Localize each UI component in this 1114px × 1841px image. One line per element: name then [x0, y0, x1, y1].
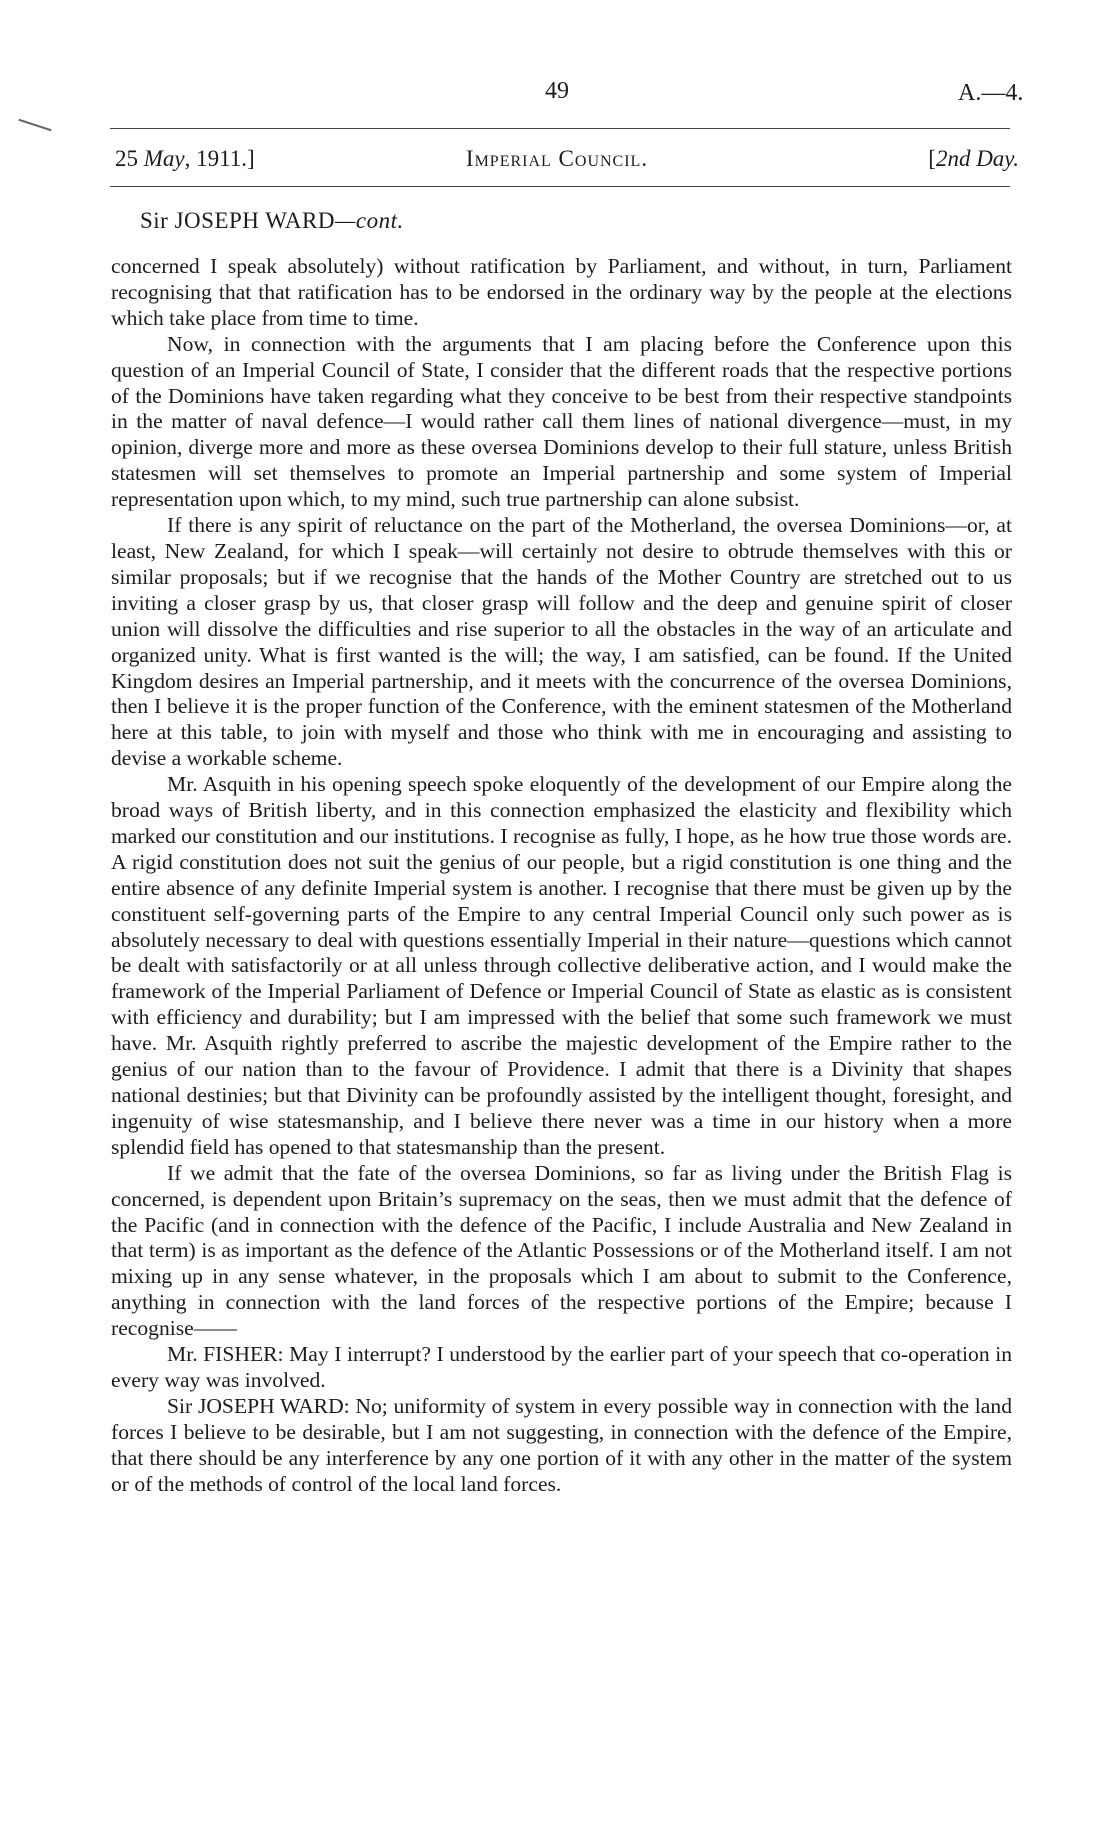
paragraph: Now, in connection with the arguments that I am placing before the Conference upon this question of an Imperial Council of State, I consider that the different roads that the respective portions of the Dominions have taken regarding what they conceive to be best from their respective standpoints in the matter of naval defence—I would rather call them lines of national divergence—must, in my opinion, diverge more and more as these oversea Dominions develop to their full stature, unless British statesmen will set themselves to promote an Imperial partnership and some system of Imperial representation upon which, to my mind, such true partnership can alone subsist. [111, 331, 1012, 512]
page-number: 49 [545, 78, 569, 104]
header-day-bracket: [ [928, 146, 936, 171]
header-rule-top [110, 128, 1010, 129]
header-day [928, 146, 1019, 172]
header-date-suffix: , 1911.] [184, 146, 255, 171]
paragraph: concerned I speak absolutely) without ratification by Parliament, and without, in turn, Parliament recognising that that ratification has to be endorsed in the ordinary way by the people at the elections which take place from time to time. [111, 254, 1012, 330]
header-date-month: May [143, 146, 185, 171]
paragraph: Sir JOSEPH WARD: No; uniformity of system in every possible way in connection with the land forces I believe to be desirable, but I am not suggesting, in connection with the defence of the Empire, that there should be any interference by any one portion of it with any other in the matter of the system or of the methods of control of the local land forces. [111, 1393, 1012, 1496]
paragraph: Mr. FISHER: May I interrupt? I understood by the earlier part of your speech that co-operation in every way was involved. [111, 1342, 1012, 1392]
paragraph: Mr. Asquith in his opening speech spoke eloquently of the development of our Empire along the broad ways of British liberty, and in this connection emphasized the elasticity and flexibility which marked our constitution and our institutions. I recognise as fully, I hope, as he how true those words are. A rigid constitution does not suit the genius of our people, but a rigid constitution is one thing and the entire absence of any definite Imperial system is another. I recognise that there must be given up by the constituent self-governing parts of the Empire to any central Imperial Council only such power as is absolutely necessary to deal with questions essentially Imperial in their nature—questions which cannot be dealt with satisfactorily or at all unless through collective deliberative action, and I would make the framework of the Imperial Parliament of Defence or Imperial Council of State as elastic as is consistent with efficiency and durability; but I am impressed with the belief that some such framework we must have. Mr. Asquith rightly preferred to ascribe the majestic development of the Empire rather to the genius of our nation than to the favour of Providence. I admit that there is a Divinity that shapes national destinies; but that Divinity can be profoundly assisted by the intelligent thought, foresight, and ingenuity of wise statesmanship, and I believe there never was a time in our history when a more splendid field has opened to that statesmanship than the present. [111, 772, 1012, 1159]
speaker-continued: —cont. [334, 208, 404, 233]
margin-mark [19, 119, 52, 131]
header-day-label: 2nd Day. [935, 146, 1019, 171]
paragraph: If we admit that the fate of the oversea Dominions, so far as living under the British Flag is concerned, is dependent upon Britain’s supremacy on the seas, then we must admit that the defence of the Pacific (and in connection with the defence of the Pacific, I include Australia and New Zealand in that term) is as important as the defence of the Atlantic Possessions or of the Motherland itself. I am not mixing up in any sense whatever, in the proposals which I am about to submit to the Conference, anything in connection with the land forces of the respective portions of the Empire; because I recognise—— [111, 1160, 1012, 1341]
header-date-prefix: 25 [115, 146, 144, 171]
paragraph: If there is any spirit of reluctance on the part of the Motherland, the oversea Dominions—or, at least, New Zealand, for which I speak—will certainly not desire to obtrude themselves with this or similar proposals; but if we recognise that the hands of the Mother Country are stretched out to us inviting a closer grasp by us, that closer grasp will follow and the deep and genuine spirit of closer union will dissolve the difficulties and rise superior to all the obstacles in the way of an articulate and organized unity. What is first wanted is the will; the way, I am satisfied, can be found. If the United Kingdom desires an Imperial partnership, and it meets with the concurrence of the oversea Dominions, then I believe it is the proper function of the Conference, with the eminent statesmen of the Motherland here at this table, to join with myself and those who think with me in encouraging and assisting to devise a workable scheme. [111, 513, 1012, 771]
paper-reference: A.—4. [958, 80, 1024, 106]
body-text [111, 254, 1012, 1498]
running-title: Imperial Council. [465, 146, 649, 171]
speaker-heading [140, 208, 404, 234]
speaker-name: Sir JOSEPH WARD [140, 208, 335, 233]
header-rule-bottom [110, 186, 1010, 187]
